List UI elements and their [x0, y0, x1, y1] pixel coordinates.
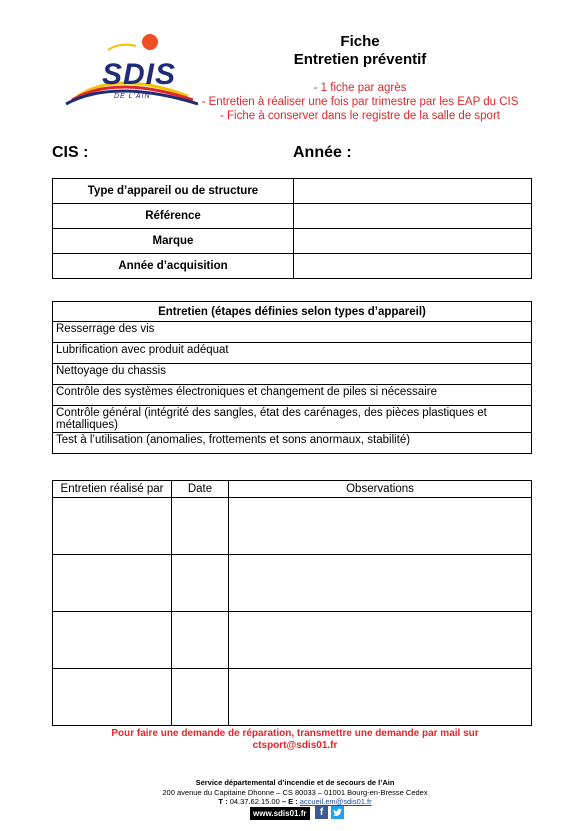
title-line-2: Entretien préventif: [293, 51, 427, 68]
maintenance-step: Contrôle des systèmes électroniques et changement de piles si nécessaire: [53, 385, 532, 406]
performed-by-cell[interactable]: [53, 555, 172, 612]
equipment-type-value[interactable]: [294, 179, 532, 204]
table-row: [53, 229, 532, 254]
date-cell[interactable]: [172, 555, 229, 612]
performed-by-cell[interactable]: [53, 669, 172, 726]
repair-request-note: Pour faire une demande de réparation, transmettre une demande par mail sur ctsport@sdis01.fr: [111, 728, 479, 751]
brand-value[interactable]: [294, 229, 532, 254]
date-cell[interactable]: [172, 669, 229, 726]
table-row: [53, 254, 532, 279]
maintenance-steps-table: [52, 301, 532, 454]
title-line-1: Fiche: [340, 33, 380, 50]
table-row: [53, 343, 532, 364]
equipment-table: [52, 178, 532, 279]
logo-word: SDIS: [102, 58, 177, 91]
annee-field-label: Année :: [293, 144, 352, 161]
observations-cell[interactable]: [229, 612, 532, 669]
table-row: [53, 204, 532, 229]
table-header-row: [53, 302, 532, 322]
maintenance-step: Contrôle général (intégrité des sangles, état des carénages, des pièces plastiques et métalliques): [53, 406, 532, 433]
maintenance-step: Nettoyage du chassis: [53, 364, 532, 385]
performed-by-header: Entretien réalisé par: [53, 481, 172, 498]
email-link[interactable]: accueil.em@sdis01.fr: [299, 797, 372, 806]
observations-cell[interactable]: [229, 555, 532, 612]
footer-contact: [90, 797, 500, 806]
tel-number: 04.37.62.15.00: [229, 797, 280, 806]
cis-field-label: CIS :: [52, 144, 89, 161]
table-row: [53, 612, 532, 669]
footer-organization: Service départemental d’incendie et de secours de l’Ain: [195, 778, 395, 787]
acquisition-year-label: Année d’acquisition: [53, 254, 294, 279]
table-row: [53, 322, 532, 343]
twitter-icon[interactable]: [331, 806, 344, 819]
equipment-type-label: Type d’appareil ou de structure: [53, 179, 294, 204]
table-row: [53, 669, 532, 726]
table-row: [53, 179, 532, 204]
reference-label: Référence: [53, 204, 294, 229]
maintenance-step: Lubrification avec produit adéquat: [53, 343, 532, 364]
table-row: [53, 498, 532, 555]
observations-cell[interactable]: [229, 669, 532, 726]
maintenance-step: Test à l’utilisation (anomalies, frottements et sons anormaux, stabilité): [53, 433, 532, 454]
footer-address: 200 avenue du Capitaine Dhonne – CS 80033 – 01001 Bourg-en-Bresse Cedex: [162, 788, 428, 797]
date-header: Date: [172, 481, 229, 498]
performed-by-cell[interactable]: [53, 498, 172, 555]
instruction-note: - Entretien à réaliser une fois par trimestre par les EAP du CIS: [201, 96, 519, 108]
tel-label: T :: [218, 797, 228, 806]
maintenance-header: Entretien (étapes définies selon types d’appareil): [53, 302, 532, 322]
table-row: [53, 555, 532, 612]
observations-header: Observations: [229, 481, 532, 498]
website-link[interactable]: www.sdis01.fr: [250, 807, 310, 820]
instruction-note: - 1 fiche par agrès: [313, 82, 407, 94]
logo-subtitle: DE L'AIN: [114, 93, 151, 100]
instruction-note: - Fiche à conserver dans le registre de la salle de sport: [220, 110, 500, 122]
maintenance-step: Resserrage des vis: [53, 322, 532, 343]
acquisition-year-value[interactable]: [294, 254, 532, 279]
table-row: [53, 406, 532, 433]
email-label: – E :: [281, 797, 298, 806]
reference-value[interactable]: [294, 204, 532, 229]
performed-by-cell[interactable]: [53, 612, 172, 669]
facebook-icon[interactable]: f: [315, 806, 328, 819]
maintenance-log-table: [52, 480, 532, 726]
table-header-row: [53, 481, 532, 498]
table-row: [53, 364, 532, 385]
date-cell[interactable]: [172, 612, 229, 669]
table-row: [53, 433, 532, 454]
table-row: [53, 385, 532, 406]
date-cell[interactable]: [172, 498, 229, 555]
brand-label: Marque: [53, 229, 294, 254]
observations-cell[interactable]: [229, 498, 532, 555]
